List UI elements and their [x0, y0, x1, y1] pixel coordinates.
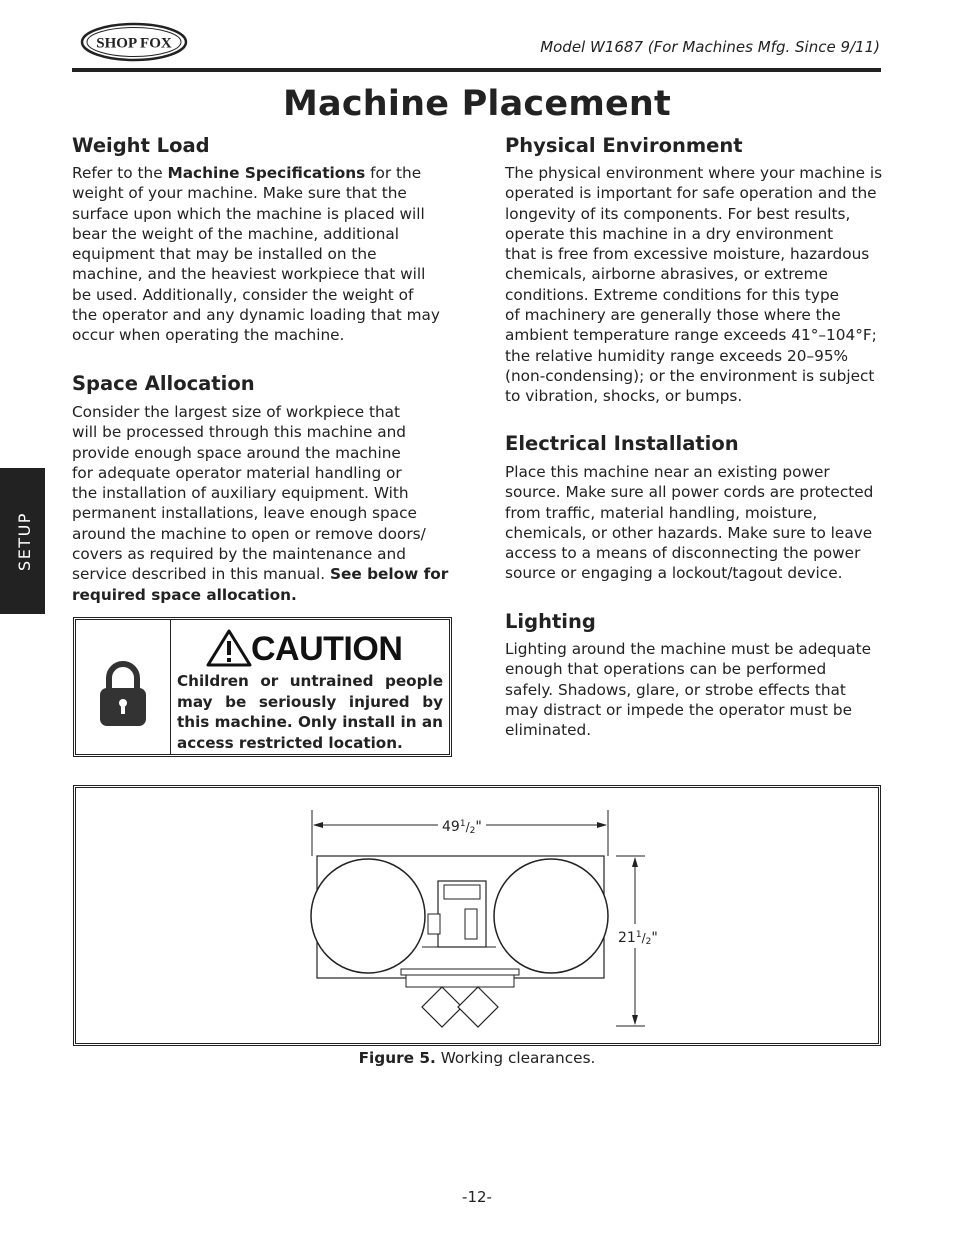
padlock-icon — [98, 660, 148, 726]
page-number: -12- — [462, 1188, 492, 1206]
machine-specifications-ref: Machine Specifications — [167, 164, 366, 182]
setup-tab-label: SETUP — [14, 511, 34, 571]
lighting-heading: Lighting — [505, 610, 596, 633]
warning-triangle-icon — [206, 629, 252, 667]
space-allocation-heading: Space Allocation — [72, 372, 255, 395]
model-line: Model W1687 (For Machines Mfg. Since 9/11) — [540, 38, 880, 56]
right-table-diamond — [458, 987, 498, 1027]
weight-load-heading: Weight Load — [72, 134, 210, 157]
figure-caption: Figure 5. Working clearances. — [358, 1049, 596, 1067]
caution-text: Children or untrained people may be seriously injured by this machine. Only install in an access restricted location. — [177, 672, 443, 752]
setup-side-tab — [0, 468, 45, 614]
space-allocation-text: Consider the largest size of workpiece that will be processed through this machine and provide enough space around the machine for adequate operator material handling or the installation of auxiliary equipment. With permanent installations, leave enough space around the machine to open or remove doors/ covers as required by the maintenance and service described in this manual. See below for required space allocation. — [72, 403, 449, 604]
caution-divider — [170, 620, 171, 754]
caution-label: CAUTION — [251, 630, 403, 668]
page-title: Machine Placement — [283, 84, 671, 124]
header-rule — [72, 68, 881, 72]
right-wheel — [494, 859, 608, 973]
shop-fox-logo — [80, 22, 188, 62]
physical-environment-heading: Physical Environment — [505, 134, 743, 157]
logo-brand-text: SHOP FOX — [96, 35, 172, 52]
width-dimension-label: $49^1/2$" — [442, 819, 482, 836]
electrical-installation-heading: Electrical Installation — [505, 432, 739, 455]
physical-environment-text: The physical environment where your machine is operated is important for safe operation and the longevity of its components. For best results, operate this machine in a dry environment that is free from excessive moisture, hazardous chemicals, airborne abrasives, or extreme conditions. Extreme conditions for this type of machinery are generally those where the ambient temperature range exceeds 41°–104°F; the relative humidity range exceeds 20–95% (non-condensing); or the environment is subject to vibration, shocks, or bumps. — [505, 164, 883, 406]
weight-load-text: Refer to the Machine Specifications for the weight of your machine. Make sure that the surface upon which the machine is placed will bear the weight of the machine, additional equipment that may be installed on the machine, and the heaviest workpiece that will be used. Additionally, consider the weight of the operator and any dynamic loading that may occur when operating the machine. — [72, 164, 440, 345]
left-wheel — [311, 859, 425, 973]
caution-box — [73, 617, 452, 757]
left-table-diamond — [422, 987, 462, 1027]
electrical-installation-text: Place this machine near an existing power source. Make sure all power cords are protected from traffic, material handling, moisture, chemicals, or other hazards. Make sure to leave access to a means of disconnecting the power source or engaging a lockout/tagout device. — [505, 463, 874, 583]
working-clearances-figure — [73, 785, 881, 1046]
machine-clearance-diagram — [76, 788, 878, 1043]
lighting-text: Lighting around the machine must be adequate enough that operations can be performed safely. Shadows, glare, or strobe effects that may distract or impede the operator must be eliminated. — [505, 640, 871, 740]
height-dimension-label: $21^1/2$" — [618, 930, 658, 947]
